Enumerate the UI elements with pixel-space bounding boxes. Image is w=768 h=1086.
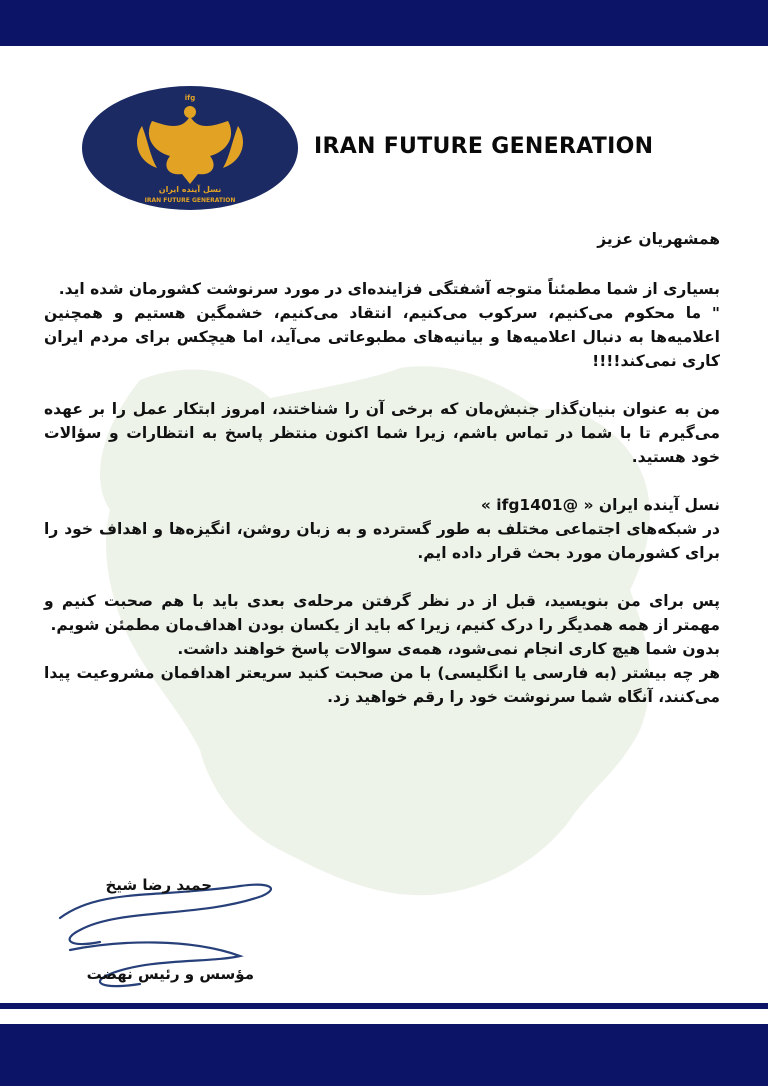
logo-text-persian: نسل آینده ایران [158, 185, 222, 194]
greeting: همشهریان عزیز [597, 230, 720, 248]
logo [82, 86, 298, 210]
top-band [0, 0, 768, 46]
paragraph-4: نسل آینده ایران « @ifg1401 » [480, 496, 720, 514]
org-name: IRAN FUTURE GENERATION [314, 134, 654, 159]
bottom-thin-band [0, 1003, 768, 1009]
paragraph-5: در شبکه‌های اجتماعی مختلف به طور گسترده و به زبان روشن، انگیزه‌ها و اهداف خود را برای کشورمان مورد بحث قرار داده ایم. [44, 520, 720, 562]
paragraph-3: من به عنوان بنیان‌گذار جنبش‌مان که برخی آن را شناختند، امروز ابتکار عمل را بر عهده می‌گیرم تا با شما در تماس باشم، زیرا شما اکنون منتظر پاسخ به انتظارات و سؤالات خود هستید. [44, 400, 720, 466]
paragraph-8: هر چه بیشتر (به فارسی یا انگلیسی) با من صحبت کنید سریعتر اهدافمان مشروعیت پیدا می‌کنند، آنگاه شما سرنوشت خود را رقم خواهید زد. [44, 664, 720, 706]
signer-name: حمید رضا شیخ [105, 876, 212, 894]
bottom-band [0, 1024, 768, 1086]
paragraph-6: پس برای من بنویسید، قبل از در نظر گرفتن مرحله‌ی بعدی باید با هم صحبت کنیم و مهمتر از همه همدیگر را درک کنیم، زیرا که باید از یکسان بودن اهداف‌مان مطمئن شویم. [44, 592, 720, 634]
letter-body [44, 227, 720, 709]
signer-title: مؤسس و رئیس نهضت [86, 965, 254, 983]
paragraph-7: بدون شما هیچ کاری انجام نمی‌شود، همه‌ی سوالات پاسخ خواهند داشت. [177, 640, 720, 658]
paragraph-2: " ما محکوم می‌کنیم، سرکوب می‌کنیم، انتقاد می‌کنیم، خشمگین هستیم و همچنین اعلامیه‌ها به دنبال اعلامیه‌ها و بیانیه‌های مطبوعاتی می‌آید، اما هیچکس برای مردم ایران کاری نمی‌کند!!!! [44, 304, 720, 370]
paragraph-1: بسیاری از شما مطمئناً متوجه آشفتگی فزاینده‌ای در مورد سرنوشت کشورمان شده اید. [58, 280, 720, 298]
logo-text-english: IRAN FUTURE GENERATION [144, 197, 236, 204]
logo-text-top: ifg [184, 94, 196, 102]
